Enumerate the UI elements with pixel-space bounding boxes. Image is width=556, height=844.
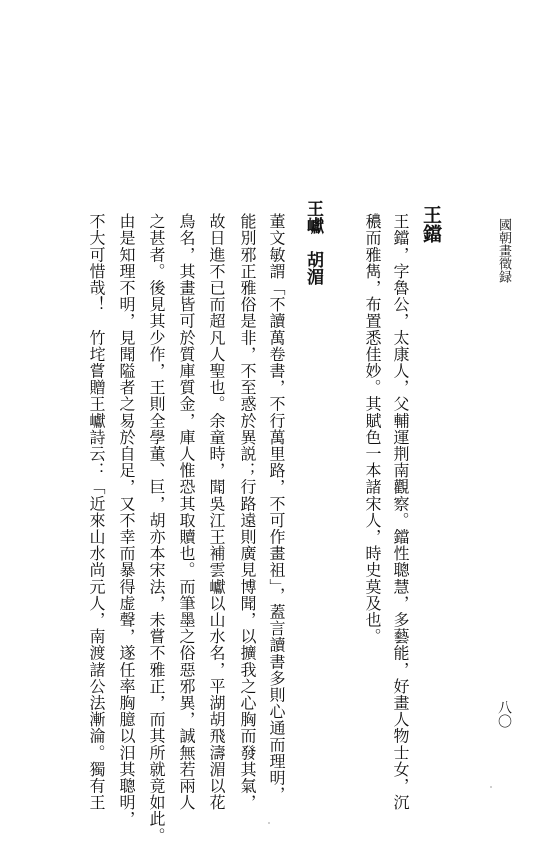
text-line: 之甚者。後見其少作，王則全學董、巨，胡亦本宋法，未嘗不雅正，而其所就竟如此。 <box>147 213 166 844</box>
text-line: 董文敏謂「不讀萬卷書，不行萬里路，不可作畫祖」，蓋言讀書多則心通而理明， <box>267 213 286 803</box>
scan-speck <box>268 822 270 824</box>
scan-speck <box>490 786 492 788</box>
text-line: 由是知理不明，見聞隘者之易於自足，又不幸而暴得虚聲，遂任率胸臆以汨其聰明， <box>117 213 136 828</box>
text-line: 能別邪正雅俗是非，不至惑於異説；行路遠則廣見博聞，以擴我之心胸而發其氣， <box>238 213 257 811</box>
text-line: 不大可惜哉！ 竹垞嘗贈王巘詩云：「近來山水尚元人，南渡諸公法漸淪。獨有王 <box>87 213 106 811</box>
entry-heading: 王巘 胡湄 <box>303 200 323 285</box>
running-header: 國朝畫徵録 <box>496 218 511 283</box>
text-line: 鳥名，其畫皆可於質庫質金，庫人惟恐其取贖也。而筆墨之俗惡邪異，誠無若兩人 <box>177 213 196 811</box>
text-line: 故日進不已而超凡人聖也。余童時，聞吳江王補雲巘以山水名，平湖胡飛濤湄以花 <box>207 213 226 811</box>
text-line: 穠而雅雋，布置悉佳妙。其賦色一本諸宋人，時史莫及也。 <box>363 213 382 645</box>
text-line: 王鐺，字魯公，太康人，父輔運荆南觀察。鐺性聰慧，多藝能，好畫人物士女，沉 <box>391 213 410 811</box>
page-number: 八〇 <box>496 700 512 728</box>
entry-heading: 王鐺 <box>420 205 442 243</box>
